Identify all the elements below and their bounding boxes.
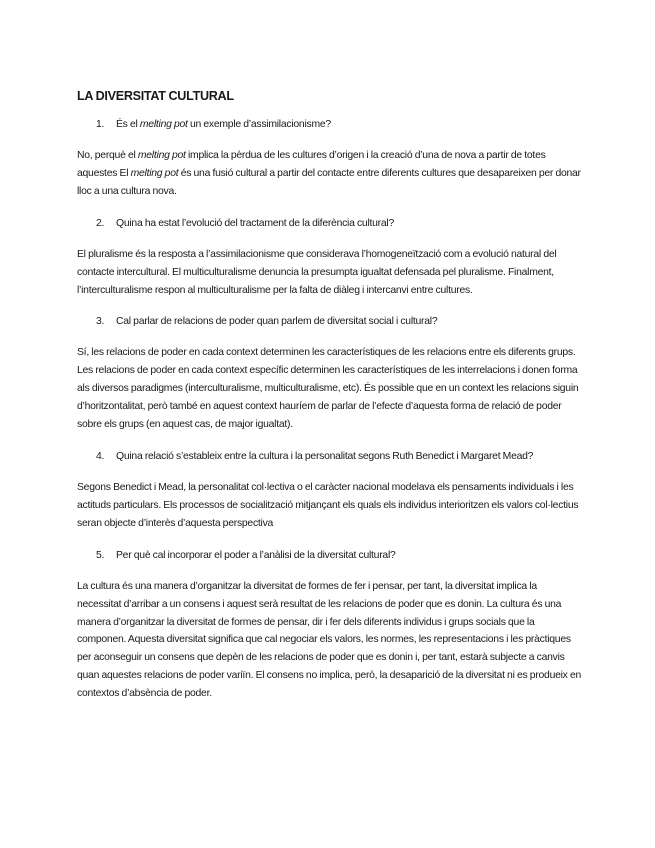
question-text-part: És el xyxy=(116,119,140,130)
answer-5: La cultura és una manera d’organitzar la diversitat de formes de fer i pensar, per tant, la diversitat implica la necessitat d’arribar a un consens i aquest serà resultat de les relacions de poder que es donin. La cultura és una manera d’organitzar la diversitat de formes de pensar, dir i fer dels diferents individus i grups socials que la componen. Aquesta diversitat significa que cal negociar els valors, les normes, les representacions i les pràctiques per aconseguir un consens que depèn de les relacions de poder que es donin i, per tant, estarà subjecte a canvis quan aquestes relacions de poder variïn. El consens no implica, però, la desaparició de la diversitat ni es produeix en contextos d’absència de poder. xyxy=(77,580,582,700)
question-4 xyxy=(77,448,583,465)
answer-4: Segons Benedict i Mead, la personalitat col·lectiva o el caràcter nacional modelava els pensaments individuals i les actituds particulars. Els processos de socialització mitjançant els quals els individus interioritzen els valors col·lectius seran objecte d’interès d’aquesta perspectiva xyxy=(77,481,579,529)
question-number: 5. xyxy=(96,549,105,561)
document-title: LA DIVERSITAT CULTURAL xyxy=(77,89,234,103)
question-text: Cal parlar de relacions de poder quan parlem de diversitat social i cultural? xyxy=(116,316,438,328)
question-3 xyxy=(77,313,583,330)
question-number: 3. xyxy=(96,316,105,328)
question-1 xyxy=(77,116,583,133)
question-number: 4. xyxy=(96,450,105,462)
question-text: Quina relació s’estableix entre la cultura i la personalitat segons Ruth Benedict i Margaret Mead? xyxy=(116,450,534,462)
answer-text-part: No, perquè el xyxy=(77,150,138,161)
question-text: Per què cal incorporar el poder a l’anàlisi de la diversitat cultural? xyxy=(116,549,396,561)
answer-text-italic: melting pot xyxy=(130,167,179,179)
question-number: 2. xyxy=(96,217,105,229)
answer-1 xyxy=(77,147,583,201)
answer-text-part: és una fusió cultural a partir del contacte entre diferents cultures que desapareixen per donar lloc a una cultura nova. xyxy=(77,167,581,197)
answer-2: El pluralisme és la resposta a l’assimilacionisme que considerava l’homogeneïtzació com a evolució natural del contacte intercultural. El multiculturalisme denuncia la presumpta igualtat defensada pel pluralisme. Finalment, l’interculturalisme respon al multiculturalisme per la falta de diàleg i intercanvi entre cultures. xyxy=(77,248,557,296)
question-2 xyxy=(77,215,583,232)
question-text-italic: melting pot xyxy=(139,119,188,130)
question-text xyxy=(116,116,583,133)
question-number: 1. xyxy=(96,119,105,130)
answer-3: Sí, les relacions de poder en cada context determinen les característiques de les relacions entre els diferents grups. Les relacions de poder en cada context específic determinen les característiques de les interrelacions i donen forma als diversos paradigmes (interculturalisme, multiculturalisme, etc). És possible que en un context les relacions siguin d’horitzontalitat, però també en aquest context hauríem de parlar de l’efecte d’aquesta forma de relació de poder sobre els grups (en aquest cas, de major igualtat). xyxy=(77,347,579,431)
question-text-part: un exemple d’assimilacionisme? xyxy=(187,119,331,130)
answer-text-part: implica la pèrdua de les cultures d’origen i la creació d’una de nova a partir de totes aquestes El xyxy=(77,150,546,179)
question-text: Quina ha estat l’evolució del tractament de la diferència cultural? xyxy=(116,217,395,229)
answer-text-italic: melting pot xyxy=(137,150,186,161)
question-5 xyxy=(77,547,583,564)
